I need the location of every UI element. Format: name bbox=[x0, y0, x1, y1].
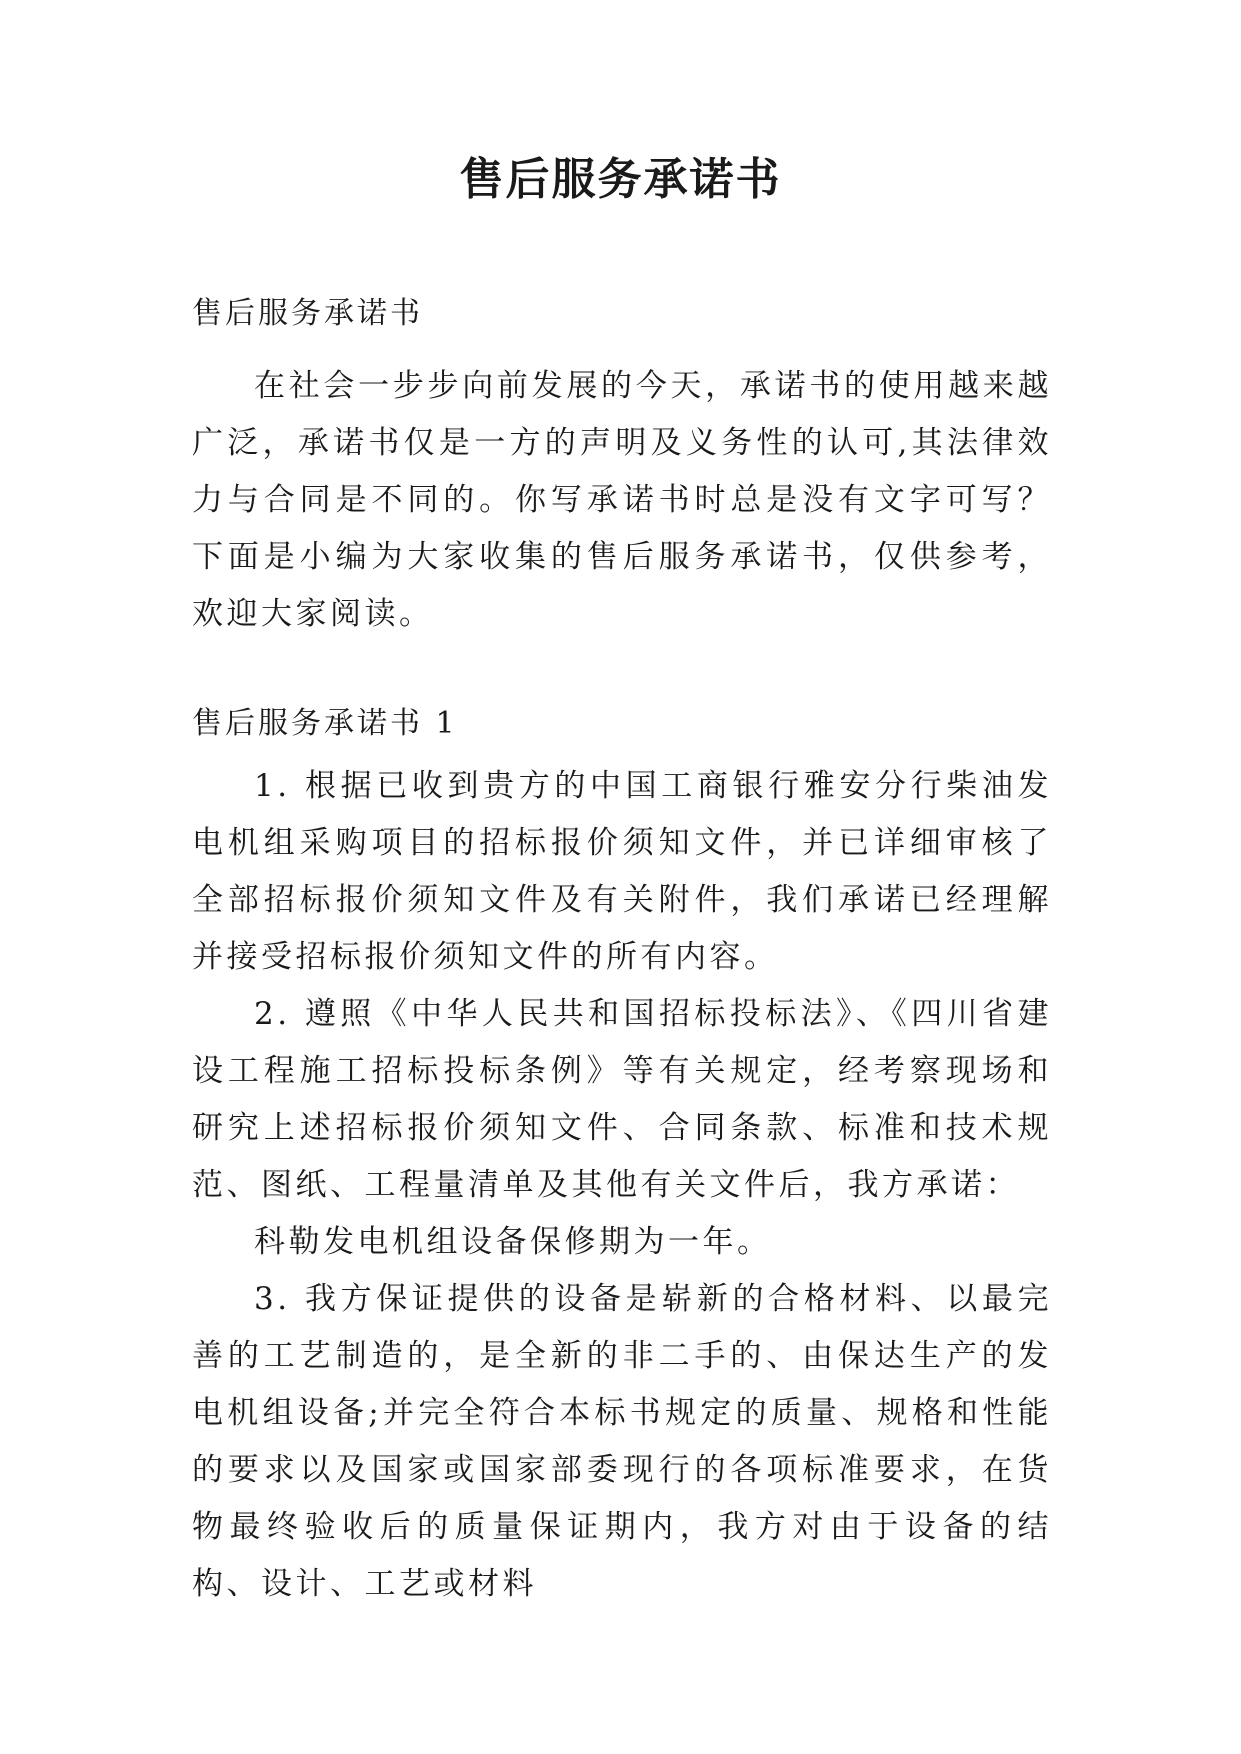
section-heading: 售后服务承诺书 1 bbox=[192, 706, 458, 741]
document-title: 售后服务承诺书 bbox=[459, 154, 782, 205]
document-subtitle: 售后服务承诺书 bbox=[192, 296, 423, 331]
paragraph-2: 2. 遵照《中华人民共和国招标投标法》、《四川省建设工程施工招标投标条例》等有关规定，经考察现场和研究上述招标报价须知文件、合同条款、标准和技术规范、图纸、工程量清单及其他有关文件后，我方承诺： bbox=[192, 996, 1052, 1203]
paragraph-warranty: 科勒发电机组设备保修期为一年。 bbox=[254, 1224, 772, 1260]
paragraph-1: 1. 根据已收到贵方的中国工商银行雅安分行柴油发电机组采购项目的招标报价须知文件，并已详细审核了全部招标报价须知文件及有关附件，我们承诺已经理解并接受招标报价须知文件的所有内容。 bbox=[192, 768, 1052, 975]
intro-block bbox=[192, 358, 1052, 643]
paragraph-3: 3. 我方保证提供的设备是崭新的合格材料、以最完善的工艺制造的，是全新的非二手的、由保达生产的发电机组设备;并完全符合本标书规定的质量、规格和性能的要求以及国家或国家部委现行的各项标准要求，在货物最终验收后的质量保证期内，我方对由于设备的结构、设计、工艺或材料 bbox=[192, 1281, 1052, 1602]
intro-paragraph: 在社会一步步向前发展的今天，承诺书的使用越来越广泛，承诺书仅是一方的声明及义务性的认可,其法律效力与合同是不同的。你写承诺书时总是没有文字可写？下面是小编为大家收集的售后服务承诺书，仅供参考，欢迎大家阅读。 bbox=[192, 368, 1052, 632]
commitment-body bbox=[192, 758, 1052, 1613]
